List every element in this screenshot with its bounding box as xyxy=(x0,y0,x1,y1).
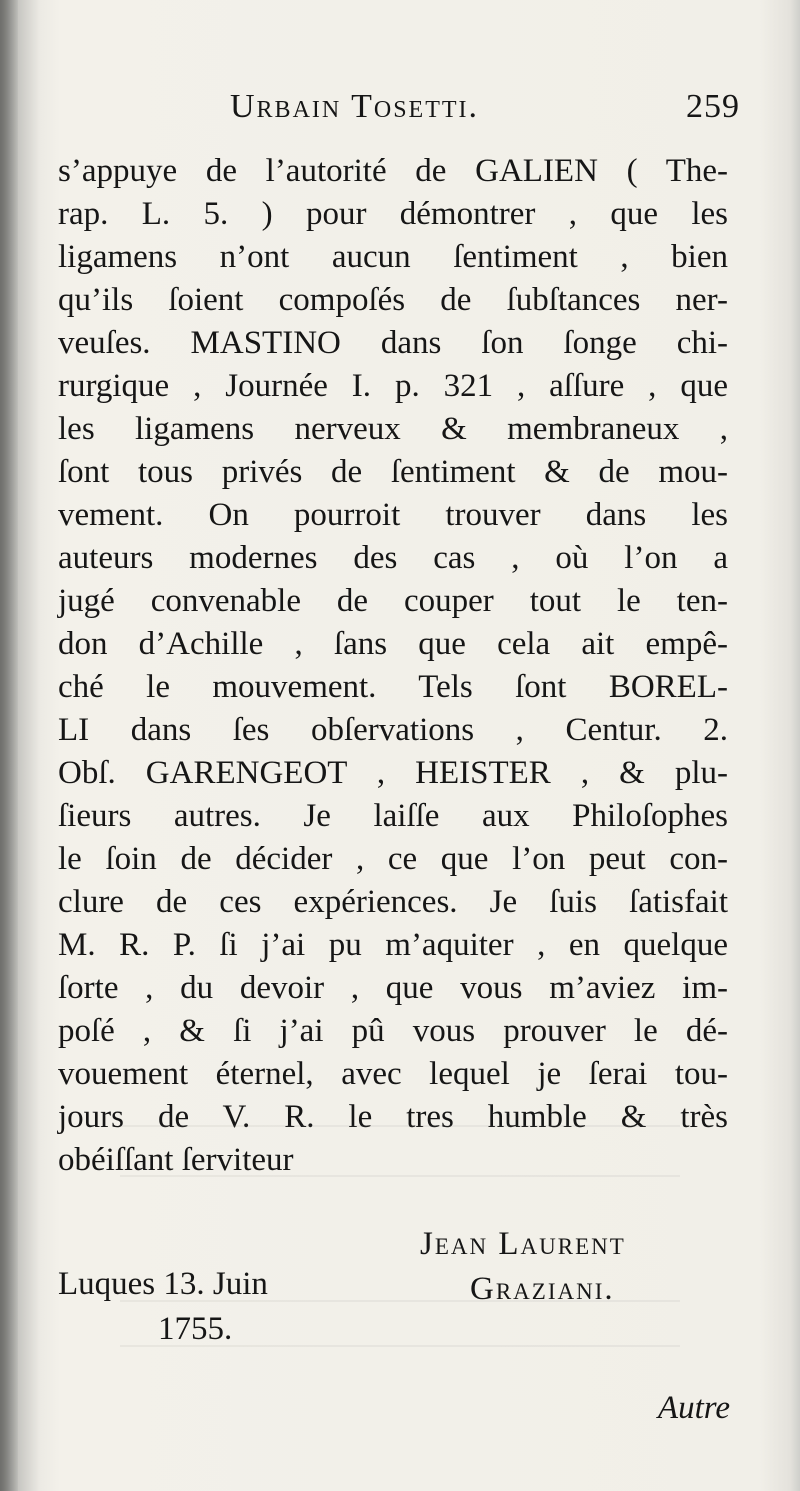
text-line: ché le mouvement. Tels ſont BOREL- xyxy=(58,669,728,705)
signature-name: Jean Laurent xyxy=(420,1226,626,1262)
show-through-mark xyxy=(120,1175,680,1177)
text-line: poſé , & ſi j’ai pû vous prouver le dé- xyxy=(58,1013,728,1049)
page-header xyxy=(230,88,740,138)
text-line: obéiſſant ſerviteur xyxy=(58,1142,294,1178)
text-line: s’appuye de l’autorité de GALIEN ( The- xyxy=(58,153,728,189)
running-head: Urbain Tosetti. xyxy=(230,88,480,125)
text-line: les ligamens nerveux & membraneux , xyxy=(58,411,728,447)
text-line: le ſoin de décider , ce que l’on peut con- xyxy=(58,841,728,877)
text-line: ligamens n’ont aucun ſentiment , bien xyxy=(58,239,728,275)
signature-surname: Graziani. xyxy=(470,1271,615,1307)
page-number: 259 xyxy=(686,88,740,125)
text-line: qu’ils ſoient compoſés de ſubſtances ner- xyxy=(58,282,728,318)
text-line: Obſ. GARENGEOT , HEISTER , & plu- xyxy=(58,755,728,791)
show-through-mark xyxy=(120,1300,680,1302)
place-date: Luques 13. Juin xyxy=(58,1266,268,1302)
text-line: auteurs modernes des cas , où l’on a xyxy=(58,540,728,576)
text-line: ſont tous privés de ſentiment & de mou- xyxy=(58,454,728,490)
spine-shadow xyxy=(0,0,18,1491)
body-text xyxy=(58,150,728,1182)
text-line: rap. L. 5. ) pour démontrer , que les xyxy=(58,196,728,232)
text-line: jugé convenable de couper tout le ten- xyxy=(58,583,728,619)
text-line: ſieurs autres. Je laiſſe aux Philoſophes xyxy=(58,798,728,834)
signature-block xyxy=(420,1222,690,1312)
show-through-mark xyxy=(120,1125,680,1127)
catchword: Autre xyxy=(657,1390,730,1426)
text-line: M. R. P. ſi j’ai pu m’aquiter , en quelque xyxy=(58,927,728,963)
year: 1755. xyxy=(158,1311,233,1347)
text-line: rurgique , Journée I. p. 321 , aſſure , que xyxy=(58,368,728,404)
show-through-mark xyxy=(120,1345,680,1347)
text-line: veuſes. MASTINO dans ſon ſonge chi- xyxy=(58,325,728,361)
text-line: LI dans ſes obſervations , Centur. 2. xyxy=(58,712,728,748)
text-line: jours de V. R. le tres humble & très xyxy=(58,1099,728,1135)
text-line: vement. On pourroit trouver dans les xyxy=(58,497,728,533)
text-line: clure de ces expériences. Je ſuis ſatisfait xyxy=(58,884,728,920)
text-line: don d’Achille , ſans que cela ait empê- xyxy=(58,626,728,662)
dateline xyxy=(58,1262,268,1352)
text-line: ſorte , du devoir , que vous m’aviez im- xyxy=(58,970,728,1006)
text-line: vouement éternel, avec lequel je ſerai tou- xyxy=(58,1056,728,1092)
